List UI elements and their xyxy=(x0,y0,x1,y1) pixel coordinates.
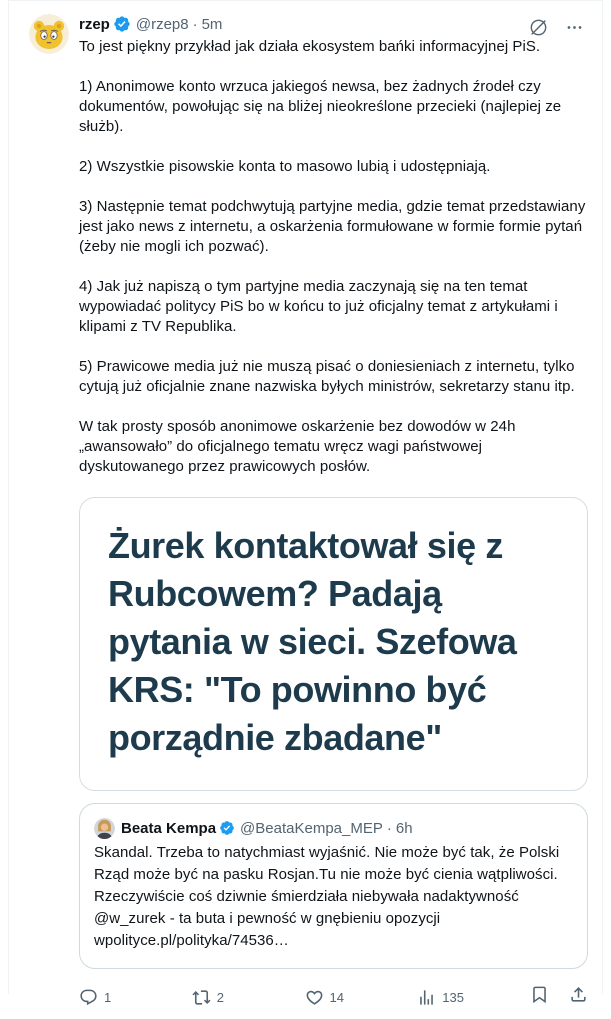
action-bar xyxy=(79,977,588,1019)
quoted-tweet[interactable] xyxy=(79,803,588,969)
tweet-text xyxy=(79,37,588,477)
reply-button[interactable] xyxy=(79,988,131,1007)
tweet-header xyxy=(79,13,586,35)
tweet xyxy=(9,1,602,1019)
tweet-paragraph: 3) Następnie temat podchwytują partyjne media, gdzie temat przedstawiany jest jako news z internetu, a oskarżenia formułowane w formie formie pytań (żeby nie mogli ich pozwać). xyxy=(79,198,586,255)
avatar[interactable] xyxy=(29,14,69,54)
verified-icon xyxy=(113,15,131,33)
quoted-timestamp: 6h xyxy=(395,819,413,837)
timestamp[interactable]: 5m xyxy=(201,15,223,33)
bookmark-icon[interactable] xyxy=(530,985,549,1009)
tweet-paragraph: 5) Prawicowe media już nie muszą pisać o doniesieniach z internetu, tylko cytują już oficjalnie znane nazwiska byłych ministrów, sekretarzy stanu itp. xyxy=(79,358,575,395)
repost-button[interactable] xyxy=(192,988,244,1007)
separator-dot: · xyxy=(192,15,198,33)
grok-actions-icon[interactable] xyxy=(528,17,549,38)
heart-icon xyxy=(305,988,324,1007)
reply-count: 1 xyxy=(104,989,112,1005)
tweet-paragraph: 1) Anonimowe konto wrzuca jakiegoś newsa, bez żadnych źrodeł czy dokumentów, powołując się na bliżej nieokreślone przecieki (najlepiej ze służb). xyxy=(79,78,562,135)
tweet-body xyxy=(79,37,588,1019)
tweet-paragraph: 2) Wszystkie pisowskie konta to masowo lubią i udostępniają. xyxy=(79,158,491,175)
views-count: 135 xyxy=(442,989,464,1005)
tweet-paragraph: To jest piękny przykład jak działa ekosystem bańki informacyjnej PiS. xyxy=(79,38,541,55)
verified-icon xyxy=(219,820,235,836)
tweet-header-actions xyxy=(528,17,584,38)
tweet-paragraph: W tak prosty sposób anonimowe oskarżenie bez dowodów w 24h „awansowało” do oficjalnego tematu wręcz wagi państwowej dyskutowanego przez prawicowych posłów. xyxy=(79,418,516,475)
quoted-tweet-header xyxy=(94,816,573,840)
more-icon[interactable] xyxy=(565,18,584,37)
quoted-author-name: Beata Kempa xyxy=(121,819,217,837)
quoted-author-handle: @BeataKempa_MEP xyxy=(240,819,383,837)
bear-avatar-image xyxy=(29,14,69,54)
views-button[interactable] xyxy=(417,988,469,1007)
reply-icon xyxy=(79,988,98,1007)
author-handle[interactable]: @rzep8 xyxy=(135,15,189,33)
author-name[interactable]: rzep xyxy=(79,15,110,33)
article-headline: Żurek kontaktował się z Rubcowem? Padają pytania w sieci. Szefowa KRS: "To powinno być porządnie zbadane" xyxy=(108,525,517,758)
repost-count: 2 xyxy=(216,989,224,1005)
like-button[interactable] xyxy=(305,988,357,1007)
separator-dot: · xyxy=(386,819,392,837)
quoted-text: Skandal. Trzeba to natychmiast wyjaśnić. Nie może być tak, że Polski Rząd może być na pasku Rosjan.Tu nie może być cienia wątpliwości. Rzeczywiście coś dziwnie śmierdziała niebywała nadaktywność @w_zurek - ta buta i pewność w gnębieniu opozycji wpolityce.pl/polityka/74536… xyxy=(94,844,560,949)
quoted-avatar xyxy=(94,818,115,839)
repost-icon xyxy=(192,988,211,1007)
views-bar-chart-icon xyxy=(417,988,436,1007)
article-image-card[interactable] xyxy=(79,497,588,791)
like-count: 14 xyxy=(329,989,344,1005)
timeline-column xyxy=(8,0,603,1005)
share-icon[interactable] xyxy=(569,985,588,1009)
tweet-paragraph: 4) Jak już napiszą o tym partyjne media zaczynają się na ten temat wypowiadać politycy PiS bo w końcu to już oficjalny temat z artykułami i klipami z TV Republika. xyxy=(79,278,558,335)
action-bar-right xyxy=(530,985,588,1009)
